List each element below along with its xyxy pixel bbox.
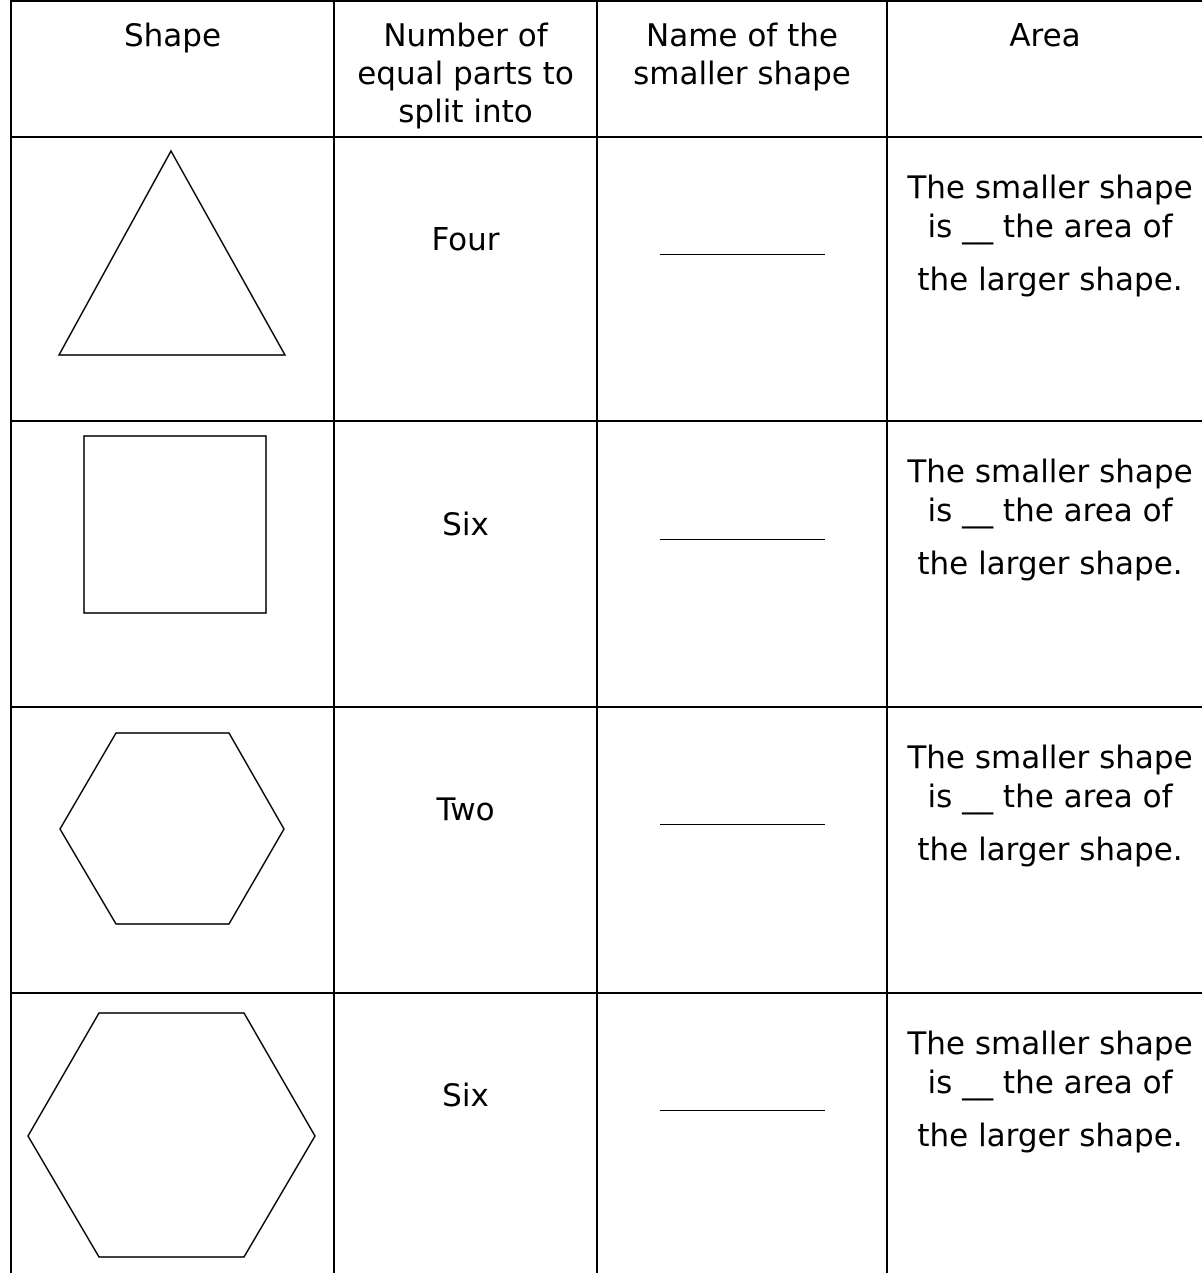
row-4-area-line: The smaller shape — [907, 1026, 1193, 1062]
row-4-name-answer-line[interactable] — [660, 1110, 825, 1111]
header-shape-label: Shape — [123, 18, 222, 54]
row-4-parts: Six — [442, 1078, 489, 1114]
header-name-line: Name of the — [646, 18, 838, 54]
row-1-parts: Four — [431, 222, 500, 258]
row-2-area-line: The smaller shape — [907, 454, 1193, 490]
row-2-parts: Six — [442, 507, 489, 543]
square-icon — [84, 436, 266, 613]
row-4-area-line: is __ the area of — [927, 1065, 1173, 1101]
hexagon-icon — [60, 733, 284, 924]
header-parts-line: equal parts to — [357, 56, 574, 92]
header-name-line: smaller shape — [633, 56, 851, 92]
row-2-area-line: the larger shape. — [917, 546, 1183, 582]
row-3-parts: Two — [436, 792, 495, 828]
row-1-name-answer-line[interactable] — [660, 254, 825, 255]
row-3-area-line: The smaller shape — [907, 740, 1193, 776]
hexagon-icon — [28, 1013, 315, 1257]
triangle-icon — [59, 151, 285, 355]
row-1-area-line: the larger shape. — [917, 262, 1183, 298]
row-4-area-line: the larger shape. — [917, 1118, 1183, 1154]
row-3-area-line: is __ the area of — [927, 779, 1173, 815]
row-2-name-answer-line[interactable] — [660, 539, 825, 540]
row-3-area-line: the larger shape. — [917, 832, 1183, 868]
row-1-area-line: The smaller shape — [907, 170, 1193, 206]
row-2-area-line: is __ the area of — [927, 493, 1173, 529]
header-area-label: Area — [1009, 18, 1081, 54]
row-3-name-answer-line[interactable] — [660, 824, 825, 825]
header-parts-line: Number of — [383, 18, 548, 54]
row-1-area-line: is __ the area of — [927, 209, 1173, 245]
header-parts-line: split into — [398, 94, 533, 130]
